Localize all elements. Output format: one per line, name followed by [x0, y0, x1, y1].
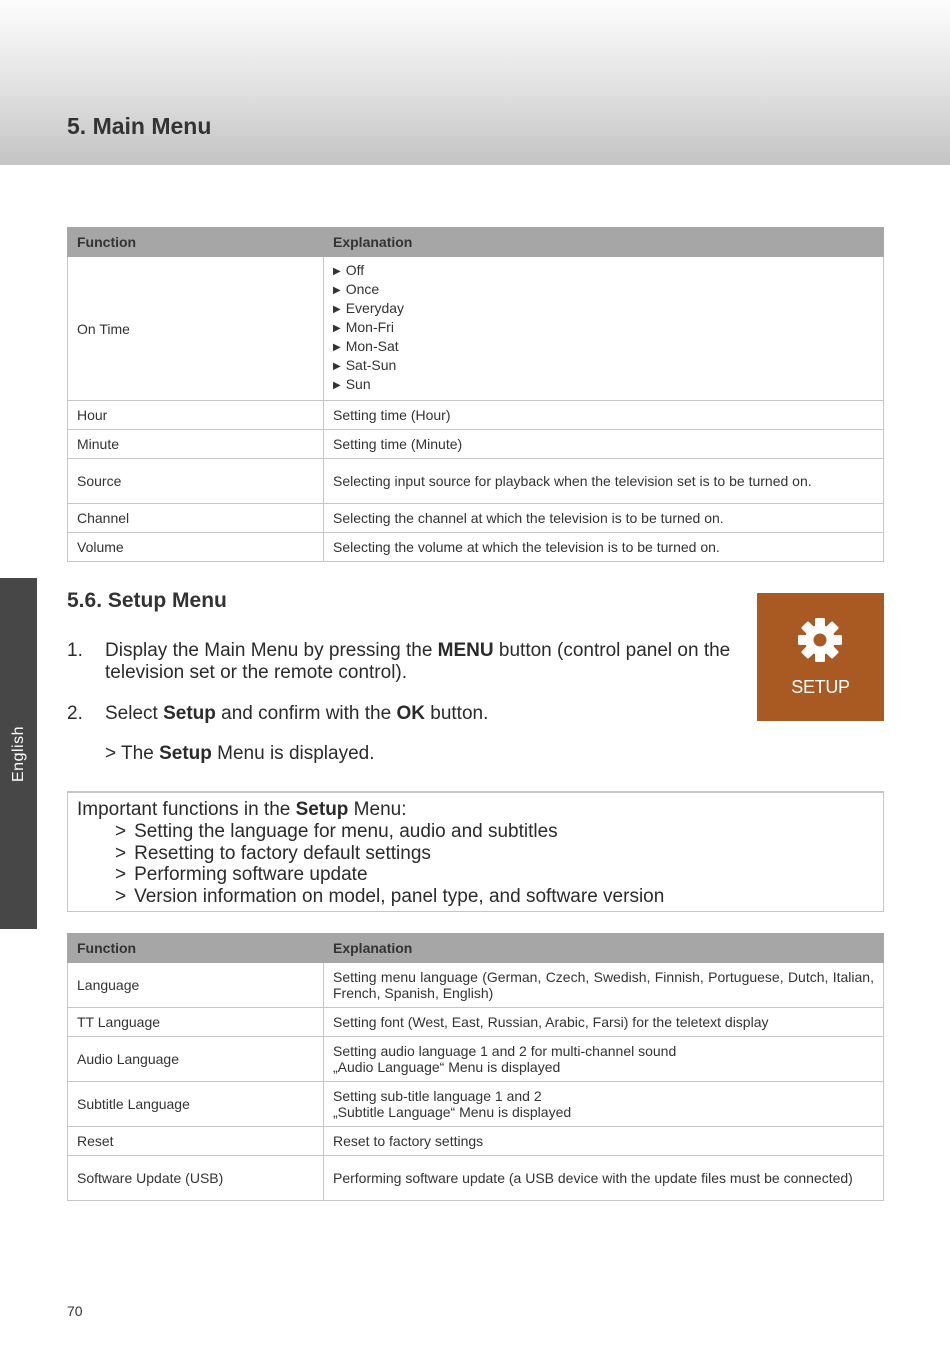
explanation-cell: Setting sub-title language 1 and 2 „Subtitle Language“ Menu is displayed — [324, 1082, 884, 1127]
list-item: ▶ Mon-Fri — [333, 319, 394, 335]
table-row — [68, 459, 884, 504]
explanation-cell: Setting menu language (German, Czech, Swedish, Finnish, Portuguese, Dutch, Italian, French, Spanish, English) — [324, 963, 884, 1008]
explanation-cell — [324, 257, 884, 401]
section-title: 5.6. Setup Menu — [67, 589, 227, 612]
instruction-step-2 — [67, 703, 747, 725]
setup-badge-label: SETUP — [791, 677, 850, 697]
page-title: 5. Main Menu — [67, 113, 212, 139]
timer-function-table — [67, 227, 884, 562]
explanation-cell: Selecting the volume at which the television is to be turned on. — [324, 533, 884, 562]
explanation-cell: Reset to factory settings — [324, 1127, 884, 1156]
triangle-bullet-icon: ▶ — [333, 304, 341, 315]
step-number: 2. — [67, 703, 83, 724]
table-row — [68, 1127, 884, 1156]
function-cell: TT Language — [68, 1008, 324, 1037]
column-header-function: Function — [68, 934, 324, 963]
list-item: > Performing software update — [115, 864, 368, 886]
list-item: > Version information on model, panel type, and software version — [115, 886, 665, 908]
explanation-cell: Setting time (Hour) — [324, 401, 884, 430]
table-row — [68, 963, 884, 1008]
triangle-bullet-icon: ▶ — [333, 361, 341, 372]
function-cell: Language — [68, 963, 324, 1008]
list-item: ▶ Sun — [333, 376, 371, 392]
list-item: ▶ Off — [333, 262, 365, 278]
list-item: ▶ Once — [333, 281, 380, 297]
header-band — [0, 0, 950, 165]
function-cell: Audio Language — [68, 1037, 324, 1082]
function-cell: Subtitle Language — [68, 1082, 324, 1127]
instruction-step-1 — [67, 640, 747, 684]
function-cell: Minute — [68, 430, 324, 459]
important-functions-box — [67, 791, 884, 912]
explanation-cell: Selecting the channel at which the television is to be turned on. — [324, 504, 884, 533]
table-row — [68, 257, 884, 401]
explanation-cell: Setting audio language 1 and 2 for multi-channel sound „Audio Language“ Menu is displayed — [324, 1037, 884, 1082]
result-marker: > — [105, 743, 117, 764]
step-number: 1. — [67, 640, 83, 661]
list-item: > Setting the language for menu, audio and subtitles — [115, 821, 558, 842]
column-header-explanation: Explanation — [324, 934, 884, 963]
triangle-bullet-icon: ▶ — [333, 342, 341, 353]
function-cell: Hour — [68, 401, 324, 430]
triangle-bullet-icon: ▶ — [333, 266, 341, 277]
function-cell: Volume — [68, 533, 324, 562]
column-header-function: Function — [68, 228, 324, 257]
explanation-cell: Setting time (Minute) — [324, 430, 884, 459]
gear-icon — [796, 616, 844, 664]
setup-menu-badge — [757, 593, 884, 721]
triangle-bullet-icon: ▶ — [333, 380, 341, 391]
list-item: ▶ Everyday — [333, 300, 405, 316]
function-cell: Source — [68, 459, 324, 504]
function-cell: Channel — [68, 504, 324, 533]
table-row — [68, 1156, 884, 1201]
explanation-cell: Performing software update (a USB device with the update files must be connected) — [324, 1156, 884, 1201]
step-text: Select Setup and confirm with the OK button. — [105, 703, 489, 724]
language-side-tab — [0, 578, 37, 929]
triangle-bullet-icon: ▶ — [333, 285, 341, 296]
table-row — [68, 430, 884, 459]
list-item: ▶ Mon-Sat — [333, 338, 399, 354]
function-cell: On Time — [68, 257, 324, 401]
list-item: > Resetting to factory default settings — [115, 842, 431, 864]
table-header-row — [68, 934, 884, 963]
table-row — [68, 1037, 884, 1082]
table-row — [68, 401, 884, 430]
explanation-cell: Selecting input source for playback when the television set is to be turned on. — [324, 459, 884, 504]
function-cell: Software Update (USB) — [68, 1156, 324, 1201]
on-time-options-list — [333, 262, 874, 395]
page-number: 70 — [67, 1303, 83, 1319]
step-result: > The Setup Menu is displayed. — [105, 743, 375, 764]
info-intro: Important functions in the Setup Menu: — [77, 799, 407, 820]
column-header-explanation: Explanation — [324, 228, 884, 257]
step-text: Display the Main Menu by pressing the MENU button (control panel on the television set or the remote control). — [105, 640, 731, 683]
list-item: ▶ Sat-Sun — [333, 357, 397, 373]
triangle-bullet-icon: ▶ — [333, 323, 341, 334]
explanation-cell: Setting font (West, East, Russian, Arabic, Farsi) for the teletext display — [324, 1008, 884, 1037]
important-functions-list — [115, 821, 664, 908]
table-row — [68, 1082, 884, 1127]
table-header-row — [68, 228, 884, 257]
setup-function-table — [67, 933, 884, 1201]
side-tab-label: English — [9, 725, 27, 782]
function-cell: Reset — [68, 1127, 324, 1156]
table-row — [68, 533, 884, 562]
menu-button-name: MENU — [437, 640, 494, 661]
table-row — [68, 504, 884, 533]
table-row — [68, 1008, 884, 1037]
